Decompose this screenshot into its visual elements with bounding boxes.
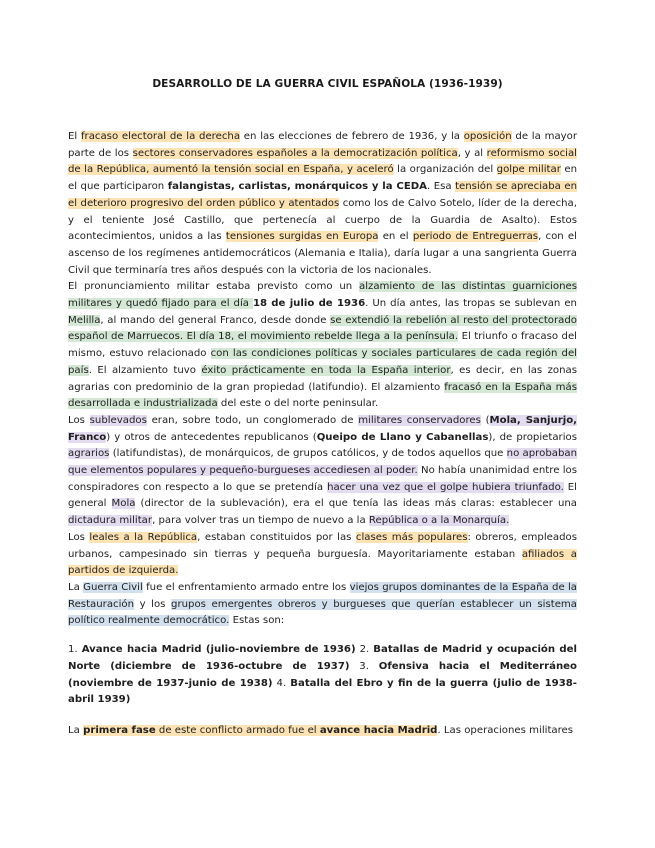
bold-text: Avance hacia Madrid (julio-noviembre de 1936) bbox=[81, 644, 356, 656]
highlight: sectores conservadores españoles a la democratización política bbox=[132, 147, 458, 159]
bold-text: Queipo de Llano y Cabanellas bbox=[316, 431, 489, 443]
paragraph-primera-fase: La primera fase de este conflicto armado fue el avance hacia Madrid. Las operaciones militares bbox=[68, 724, 574, 736]
highlight: militares conservadores bbox=[358, 414, 481, 426]
paragraph-sublevados: Los sublevados eran, sobre todo, un conglomerado de militares conservadores (Mola, Sanjurjo, Franco) y otros de antecedentes republicanos (Queipo de Llano y Cabanellas), de propietarios agrarios (latifundistas), de monárquicos, de grupos católicos, y de todos aquellos que no aprobaban que elementos populares y pequeño-burgueses accediesen al poder. No había unanimidad entre los conspiradores con respecto a lo que se pretendía hacer una vez que el golpe hubiera triunfado. El general Mola (director de la sublevación), era el que tenía las ideas más claras: establecer una dictadura militar, para volver tras un tiempo de nuevo a la República o a la Monarquía. bbox=[68, 414, 578, 527]
highlight: grupos emergentes obreros y burgueses que querían establecer un sistema político realmente democrático. bbox=[68, 598, 577, 627]
highlight: Guerra Civil bbox=[83, 581, 143, 593]
highlight: Melilla bbox=[68, 314, 101, 326]
bold-highlight: avance hacia Madrid bbox=[319, 724, 438, 736]
highlight: tensión se apreciaba en el deterioro progresivo del orden público y atentados bbox=[68, 181, 577, 209]
highlight: fracaso electoral de la derecha bbox=[80, 131, 241, 142]
paragraph-leales: Los leales a la República, estaban constituidos por las clases más populares: obreros, empleados urbanos, campesinado sin tierras y pequeña burguesía. Mayoritariamente estaban afiliados a partidos de izquierda. bbox=[68, 531, 578, 577]
highlight: clases más populares bbox=[355, 531, 468, 543]
bold-highlight: Mola, Sanjurjo, Franco bbox=[68, 414, 577, 443]
highlight: con las condiciones políticas y sociales particulares de cada región del país bbox=[68, 348, 577, 376]
highlight: Mola bbox=[111, 498, 136, 510]
highlight: alzamiento de las distintas guarniciones militares y quedó fijado para el día bbox=[68, 281, 577, 310]
highlight: de este conflicto armado fue el bbox=[155, 724, 320, 736]
highlight: fracasó en la España más desarrollada e industrializada bbox=[68, 381, 577, 410]
highlight: dictadura militar bbox=[68, 515, 153, 527]
highlight: se extendió la rebelión al resto del protectorado español de Marruecos. El día 18, el movimiento rebelde llega a la península. bbox=[68, 314, 577, 343]
highlight: afiliados a partidos de izquierda. bbox=[68, 548, 578, 577]
highlight: viejos grupos dominantes de la España de la Restauración bbox=[68, 581, 577, 610]
highlight: reformismo social de la República, aumentó la tensión social en España, y aceleró bbox=[68, 147, 577, 176]
document-body bbox=[68, 129, 577, 740]
highlight: agrarios bbox=[68, 448, 110, 460]
highlight: leales a la República bbox=[89, 531, 198, 543]
highlight: República o a la Monarquía. bbox=[368, 515, 510, 527]
bold-text: Batalla del Ebro y fin de la guerra (julio de 1938-abril 1939) bbox=[68, 677, 577, 706]
highlight: sublevados bbox=[89, 414, 147, 426]
highlight: tensiones surgidas en Europa bbox=[225, 231, 379, 243]
highlight: no aprobaban que elementos populares y pequeño-burgueses accediesen al poder. bbox=[68, 448, 577, 477]
highlight: periodo de Entreguerras bbox=[412, 231, 539, 243]
paragraph-pronunciamiento: El pronunciamiento militar estaba previsto como un alzamiento de las distintas guarniciones militares y quedó fijado para el día 18 de julio de 1936. Un día antes, las tropas se sublevan en Melilla, al mando del general Franco, desde donde se extendió la rebelión al resto del protectorado español de Marruecos. El día 18, el movimiento rebelde llega a la península. El triunfo o fracaso del mismo, estuvo relacionado con las condiciones políticas y sociales particulares de cada región del país. El alzamiento tuvo éxito prácticamente en toda la España interior, es decir, en las zonas agrarias con predominio de la gran propiedad (latifundio). El alzamiento fracasó en la España más desarrollada e industrializada del este o del norte peninsular. bbox=[68, 281, 577, 410]
bold-highlight: primera fase bbox=[83, 724, 156, 736]
highlight: éxito prácticamente en toda la España interior bbox=[201, 364, 451, 376]
highlight: hacer una vez que el golpe hubiera triunfado. bbox=[327, 481, 564, 493]
bold-text: Batallas de Madrid y ocupación del Norte (diciembre de 1936-octubre de 1937) bbox=[68, 644, 577, 672]
highlight: golpe militar bbox=[496, 164, 561, 176]
page-title: DESARROLLO DE LA GUERRA CIVIL ESPAÑOLA (1936-1939) bbox=[152, 78, 503, 90]
bold-text: falangistas, carlistas, monárquicos y la CEDA bbox=[167, 181, 427, 193]
bold-text: 18 de julio de 1936 bbox=[252, 298, 366, 310]
paragraph-introduction: El fracaso electoral de la derecha en las elecciones de febrero de 1936, y la oposición de la mayor parte de los sectores conservadores españoles a la democratización política, y al reformismo social de la República, aumentó la tensión social en España, y aceleró la organización del golpe militar en el que participaron falangistas, carlistas, monárquicos y la CEDA. Esa tensión se apreciaba en el deterioro progresivo del orden público y atentados como los de Calvo Sotelo, líder de la derecha, y el teniente José Castillo, que pertenecía al cuerpo de la Guardia de Asalto). Estos acontecimientos, unidos a las tensiones surgidas en Europa en el periodo de Entreguerras, con el ascenso de los regímenes antidemocráticos (Alemania e Italia), daría lugar a una sangrienta Guerra Civil que terminaría tres años después con la victoria de los nacionales. bbox=[68, 131, 578, 276]
paragraph-guerra-civil: La Guerra Civil fue el enfrentamiento armado entre los viejos grupos dominantes de la España de la Restauración y los grupos emergentes obreros y burgueses que querían establecer un sistema político realmente democrático. Estas son: bbox=[68, 581, 577, 627]
bold-text: Ofensiva hacia el Mediterráneo (noviembre de 1937-junio de 1938) bbox=[68, 660, 577, 689]
highlight: oposición bbox=[463, 131, 512, 142]
paragraph-phases-list: 1. Avance hacia Madrid (julio-noviembre de 1936) 2. Batallas de Madrid y ocupación del Norte (diciembre de 1936-octubre de 1937) 3. Ofensiva hacia el Mediterráneo (noviembre de 1937-junio de 1938) 4. Batalla del Ebro y fin de la guerra (julio de 1938-abril 1939) bbox=[68, 644, 577, 706]
